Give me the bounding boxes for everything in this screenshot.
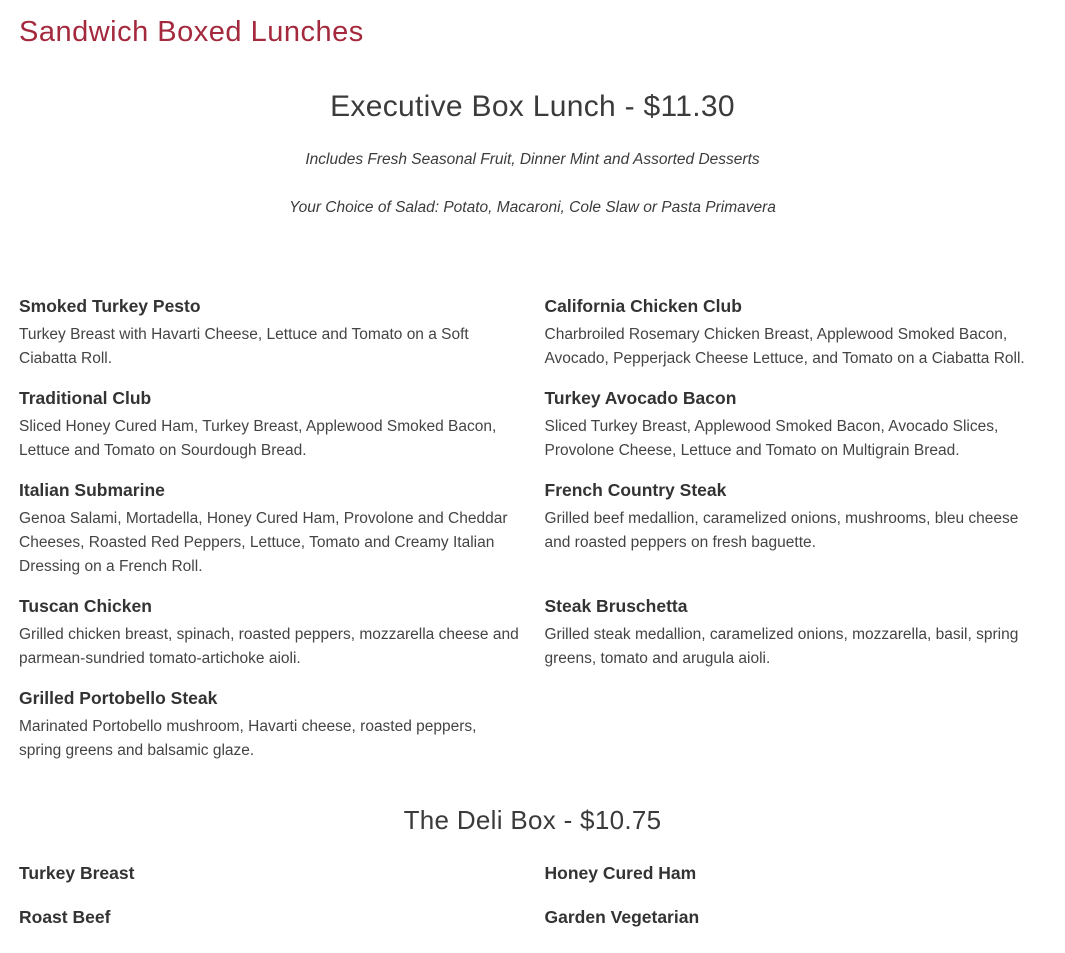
item-name: Garden Vegetarian bbox=[544, 907, 700, 927]
item-description: Genoa Salami, Mortadella, Honey Cured Ham, Provolone and Cheddar Cheeses, Roasted Red Peppers, Lettuce, Tomato and Creamy Italian Dressing on a French Roll. bbox=[19, 510, 508, 575]
menu-item-steak-bruschetta bbox=[545, 595, 1047, 671]
item-name: California Chicken Club bbox=[544, 296, 742, 316]
menu-item-grilled-portobello-steak bbox=[19, 687, 521, 763]
item-name: Italian Submarine bbox=[19, 480, 165, 500]
item-name: Turkey Breast bbox=[19, 863, 135, 883]
deli-items-grid bbox=[19, 863, 1046, 951]
item-description: Grilled beef medallion, caramelized onions, mushrooms, bleu cheese and roasted peppers on fresh baguette. bbox=[544, 510, 1019, 551]
menu-item-smoked-turkey-pesto bbox=[19, 295, 521, 371]
menu-item-tuscan-chicken bbox=[19, 595, 521, 671]
menu-item-california-chicken-club bbox=[545, 295, 1047, 371]
deli-item-garden-vegetarian bbox=[545, 907, 1047, 927]
item-name: French Country Steak bbox=[544, 480, 727, 500]
item-name: Roast Beef bbox=[19, 907, 111, 927]
item-name: Grilled Portobello Steak bbox=[19, 688, 218, 708]
deli-item-roast-beef bbox=[19, 907, 521, 927]
deli-item-honey-cured-ham bbox=[545, 863, 1047, 883]
note-salad-choice: Your Choice of Salad: Potato, Macaroni, Cole Slaw or Pasta Primavera bbox=[289, 199, 776, 216]
menu-item-traditional-club bbox=[19, 387, 521, 463]
section-deli-box bbox=[19, 805, 1046, 951]
item-name: Turkey Avocado Bacon bbox=[544, 388, 737, 408]
menu-item-italian-submarine bbox=[19, 479, 521, 579]
executive-section-heading: Executive Box Lunch - $11.30 bbox=[330, 90, 735, 123]
page-title: Sandwich Boxed Lunches bbox=[19, 16, 364, 48]
deli-section-heading: The Deli Box - $10.75 bbox=[403, 805, 662, 835]
item-description: Grilled steak medallion, caramelized onions, mozzarella, basil, spring greens, tomato and arugula aioli. bbox=[544, 626, 1019, 667]
item-name: Steak Bruschetta bbox=[544, 596, 688, 616]
item-description: Grilled chicken breast, spinach, roasted peppers, mozzarella cheese and parmean-sundried tomato-artichoke aioli. bbox=[19, 626, 519, 667]
item-name: Traditional Club bbox=[19, 388, 152, 408]
item-description: Turkey Breast with Havarti Cheese, Lettuce and Tomato on a Soft Ciabatta Roll. bbox=[19, 326, 469, 367]
executive-items-grid bbox=[19, 295, 1046, 779]
item-name: Honey Cured Ham bbox=[544, 863, 697, 883]
item-name: Smoked Turkey Pesto bbox=[19, 296, 201, 316]
note-includes: Includes Fresh Seasonal Fruit, Dinner Mint and Assorted Desserts bbox=[305, 151, 760, 168]
item-description: Sliced Honey Cured Ham, Turkey Breast, Applewood Smoked Bacon, Lettuce and Tomato on Sourdough Bread. bbox=[19, 418, 497, 459]
item-description: Charbroiled Rosemary Chicken Breast, Applewood Smoked Bacon, Avocado, Pepperjack Cheese Lettuce, and Tomato on a Ciabatta Roll. bbox=[544, 326, 1025, 367]
section-executive-box-lunch bbox=[19, 90, 1046, 779]
item-name: Tuscan Chicken bbox=[19, 596, 152, 616]
item-description: Marinated Portobello mushroom, Havarti cheese, roasted peppers, spring greens and balsamic glaze. bbox=[19, 718, 477, 759]
item-description: Sliced Turkey Breast, Applewood Smoked Bacon, Avocado Slices, Provolone Cheese, Lettuce and Tomato on Multigrain Bread. bbox=[544, 418, 999, 459]
deli-item-turkey-breast bbox=[19, 863, 521, 883]
menu-item-turkey-avocado-bacon bbox=[545, 387, 1047, 463]
menu-item-french-country-steak bbox=[545, 479, 1047, 555]
